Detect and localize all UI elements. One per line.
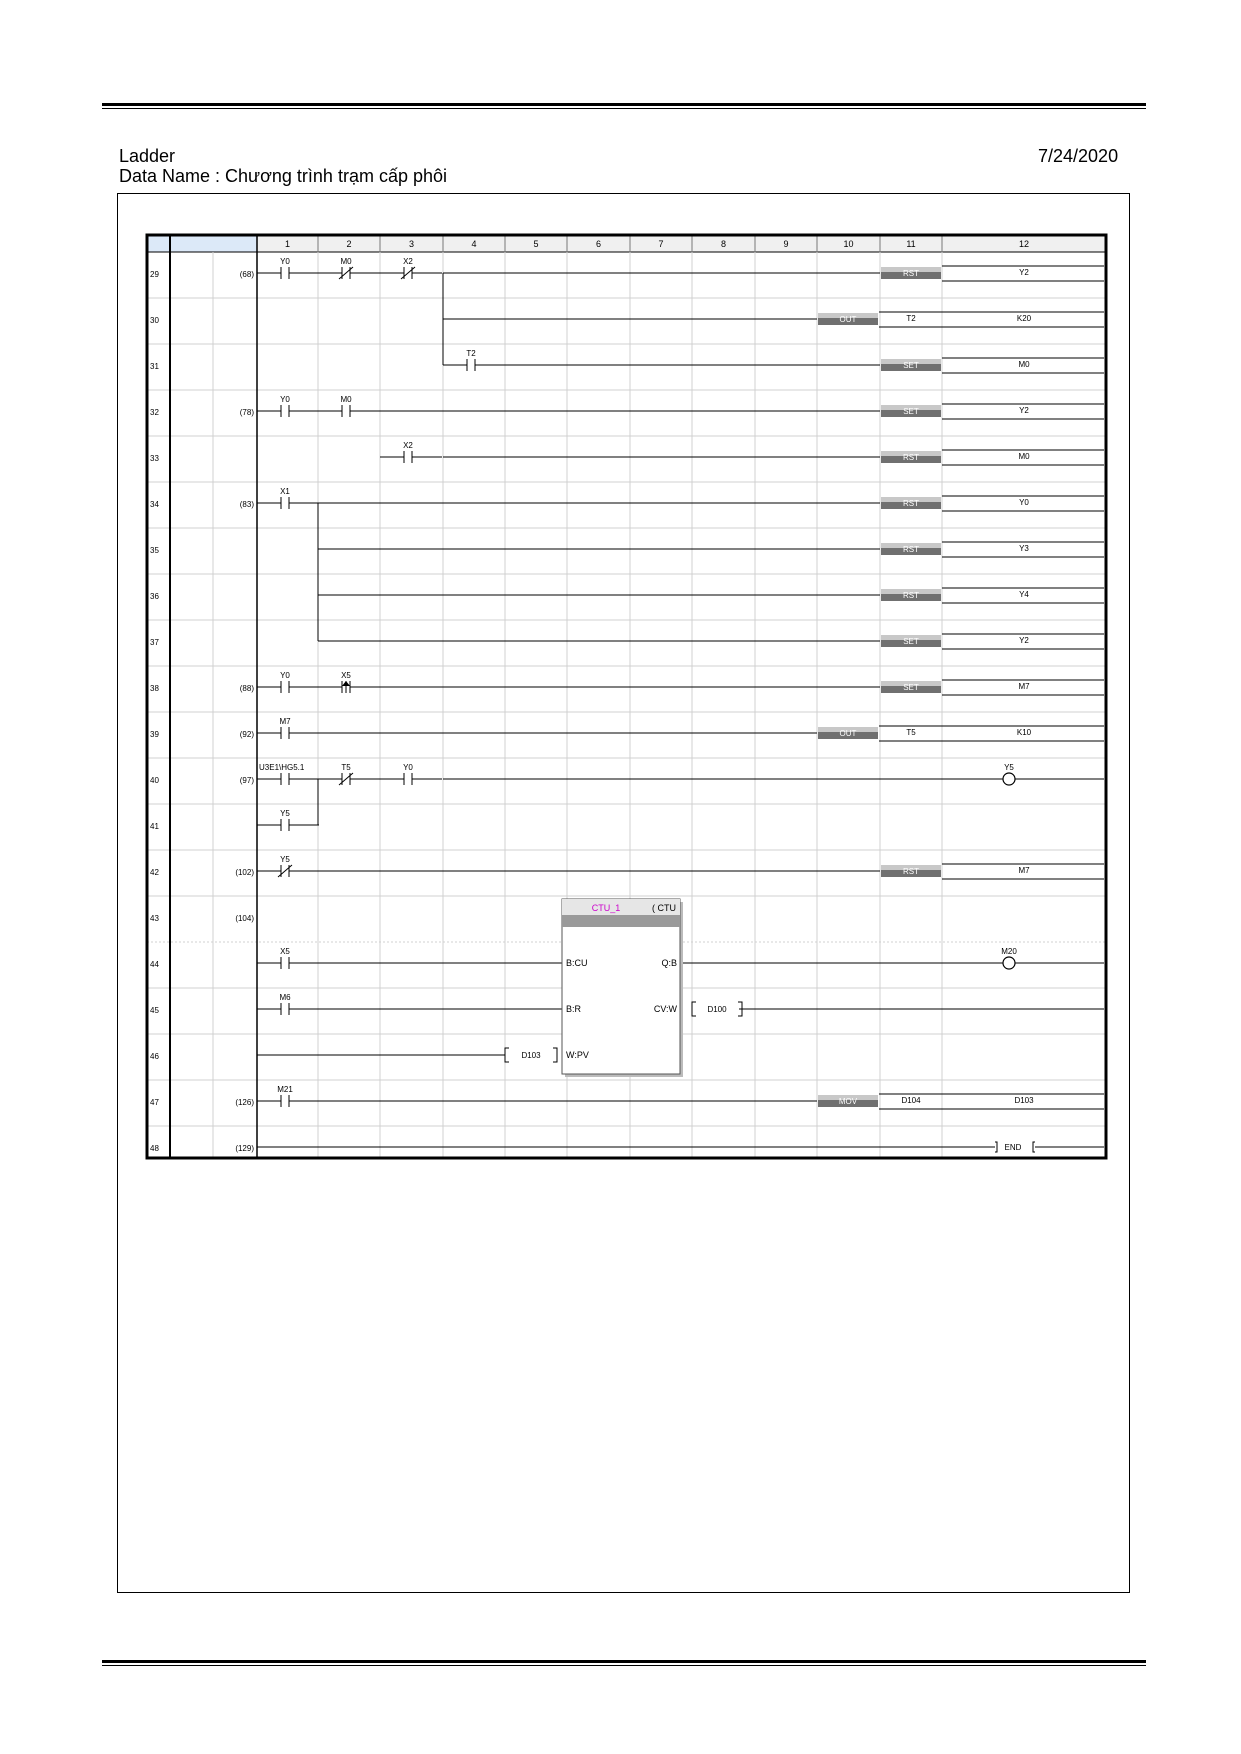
function-block-instance-name: CTU_1 <box>591 903 621 913</box>
pv-operand <box>505 1048 557 1062</box>
contact-no-x5 <box>257 947 319 969</box>
row-number: 34 <box>150 500 159 509</box>
contact-label: X1 <box>280 487 290 496</box>
step-number: (102) <box>235 868 254 877</box>
row-number: 46 <box>150 1052 159 1061</box>
contact-label: Y0 <box>280 671 290 680</box>
bottom-rule <box>102 1660 1146 1666</box>
operand-1: T2 <box>906 314 916 323</box>
instruction-op-label: SET <box>903 407 919 416</box>
operand-2: K10 <box>1016 728 1032 737</box>
column-header-10: 10 <box>843 239 854 249</box>
column-header-corner <box>148 235 257 252</box>
coil-y5 <box>1003 773 1015 785</box>
row-number: 44 <box>150 960 159 969</box>
contact-no-m21 <box>257 1085 319 1107</box>
column-header-3: 3 <box>408 239 415 249</box>
column-header-11: 11 <box>906 239 916 249</box>
row-number: 29 <box>150 270 159 279</box>
contact-no-u3e1hg51 <box>257 763 319 785</box>
instruction-op-label: RST <box>903 545 919 554</box>
contact-no-y0 <box>257 395 319 417</box>
row-number: 35 <box>150 546 159 555</box>
cv-operand <box>692 1002 742 1016</box>
contact-no-y5 <box>257 809 319 831</box>
contact-no-x1 <box>257 487 319 509</box>
end-instruction: END <box>1004 1143 1022 1152</box>
step-number: (126) <box>235 1098 254 1107</box>
contact-nc-y5 <box>257 855 319 877</box>
contact-no-m0 <box>318 395 380 417</box>
row-number: 32 <box>150 408 159 417</box>
instruction-op-label: SET <box>903 683 919 692</box>
contact-label: M21 <box>277 1085 293 1094</box>
operand-2: K20 <box>1016 314 1032 323</box>
column-header-1: 1 <box>284 239 291 249</box>
function-block-output: Q:B <box>661 958 677 968</box>
instruction-op-label: SET <box>903 637 919 646</box>
contact-label: X2 <box>403 441 413 450</box>
contact-no-y0 <box>380 763 442 785</box>
document-type-label: Ladder <box>119 146 176 166</box>
contact-label: X5 <box>280 947 290 956</box>
contact-label: X2 <box>403 257 413 266</box>
row-number: 30 <box>150 316 159 325</box>
operand-2: Y3 <box>1019 544 1029 553</box>
row-number: 39 <box>150 730 159 739</box>
operand-2: M7 <box>1018 866 1030 875</box>
contact-label: T2 <box>466 349 476 358</box>
step-number: (129) <box>235 1144 254 1153</box>
instruction-op-label: MOV <box>838 1097 858 1106</box>
column-header-7: 7 <box>658 239 664 249</box>
function-block-output: CV:W <box>653 1004 677 1014</box>
contact-label: Y5 <box>280 809 290 818</box>
operand-2: M7 <box>1018 682 1030 691</box>
operand-1: D104 <box>901 1096 921 1105</box>
row-number: 45 <box>150 1006 159 1015</box>
instruction-op-label: RST <box>903 269 919 278</box>
cv-operand-text: D100 <box>707 1005 727 1014</box>
function-block-input: B:CU <box>566 958 588 968</box>
instruction-op-label: RST <box>903 453 919 462</box>
row-number: 36 <box>150 592 159 601</box>
pv-operand-text: D103 <box>521 1051 541 1060</box>
column-header-4: 4 <box>471 239 477 249</box>
contact-label: T5 <box>341 763 351 772</box>
function-block-title-shade <box>562 915 680 927</box>
contact-no-y0 <box>257 671 319 693</box>
contact-rise-x5 <box>318 671 380 693</box>
column-header-12: 12 <box>1018 239 1030 249</box>
function-block-input: B:R <box>566 1004 582 1014</box>
contact-no-t2 <box>443 349 505 371</box>
column-header-6: 6 <box>595 239 602 249</box>
step-number: (68) <box>239 270 254 279</box>
contact-label: Y0 <box>280 257 290 266</box>
coil-label: M20 <box>1001 947 1017 956</box>
operand-2: D103 <box>1014 1096 1034 1105</box>
instruction-op-label: SET <box>903 361 919 370</box>
operand-2: M0 <box>1018 452 1030 461</box>
instruction-op-label: RST <box>903 591 919 600</box>
contact-label: U3E1\HG5.1 <box>259 763 305 772</box>
function-block-input: W:PV <box>566 1050 589 1060</box>
row-number: 42 <box>150 868 159 877</box>
row-number: 37 <box>150 638 159 647</box>
contact-no-x2 <box>380 441 442 463</box>
instruction-op-label: RST <box>903 867 919 876</box>
contact-label: M6 <box>279 993 291 1002</box>
instruction-op-label: OUT <box>839 729 857 738</box>
column-header-8: 8 <box>720 239 727 249</box>
row-number: 43 <box>150 914 159 923</box>
row-number: 47 <box>150 1098 159 1107</box>
instruction-op-label: RST <box>903 499 919 508</box>
column-header-2: 2 <box>346 239 352 249</box>
operand-1: T5 <box>906 728 916 737</box>
contact-no-m6 <box>257 993 319 1015</box>
operand-2: Y2 <box>1019 268 1029 277</box>
contact-nc-t5 <box>318 763 380 785</box>
step-number: (104) <box>235 914 254 923</box>
column-header-5: 5 <box>533 239 539 249</box>
contact-label: Y0 <box>280 395 290 404</box>
row-number: 33 <box>150 454 159 463</box>
data-name-label: Data Name : Chương trình trạm cấp phôi <box>119 166 447 186</box>
operand-2: Y2 <box>1019 406 1029 415</box>
operand-2: Y0 <box>1019 498 1029 507</box>
row-number: 38 <box>150 684 159 693</box>
operand-2: Y2 <box>1019 636 1029 645</box>
column-header-band <box>257 235 1106 252</box>
contact-no-m7 <box>257 717 319 739</box>
step-number: (83) <box>239 500 254 509</box>
contact-label: M0 <box>340 257 352 266</box>
print-date: 7/24/2020 <box>1038 146 1119 166</box>
step-number: (97) <box>239 776 254 785</box>
column-header-9: 9 <box>783 239 789 249</box>
row-number: 31 <box>150 362 159 371</box>
contact-label: M0 <box>340 395 352 404</box>
row-number: 41 <box>150 822 159 831</box>
coil-label: Y5 <box>1004 763 1014 772</box>
instruction-op-label: OUT <box>839 315 857 324</box>
step-number: (88) <box>239 684 254 693</box>
step-number: (92) <box>239 730 254 739</box>
contact-no-y0 <box>257 257 319 279</box>
contact-label: M7 <box>279 717 291 726</box>
operand-2: M0 <box>1018 360 1030 369</box>
contact-nc-m0 <box>318 257 380 279</box>
contact-label: X5 <box>341 671 351 680</box>
row-number: 40 <box>150 776 159 785</box>
operand-2: Y4 <box>1019 590 1029 599</box>
contact-label: Y5 <box>280 855 290 864</box>
coil-m20 <box>1003 957 1015 969</box>
function-block-type: ( CTU <box>652 903 676 913</box>
contact-nc-x2 <box>380 257 442 279</box>
contact-label: Y0 <box>403 763 413 772</box>
step-number: (78) <box>239 408 254 417</box>
row-number: 48 <box>150 1144 159 1153</box>
